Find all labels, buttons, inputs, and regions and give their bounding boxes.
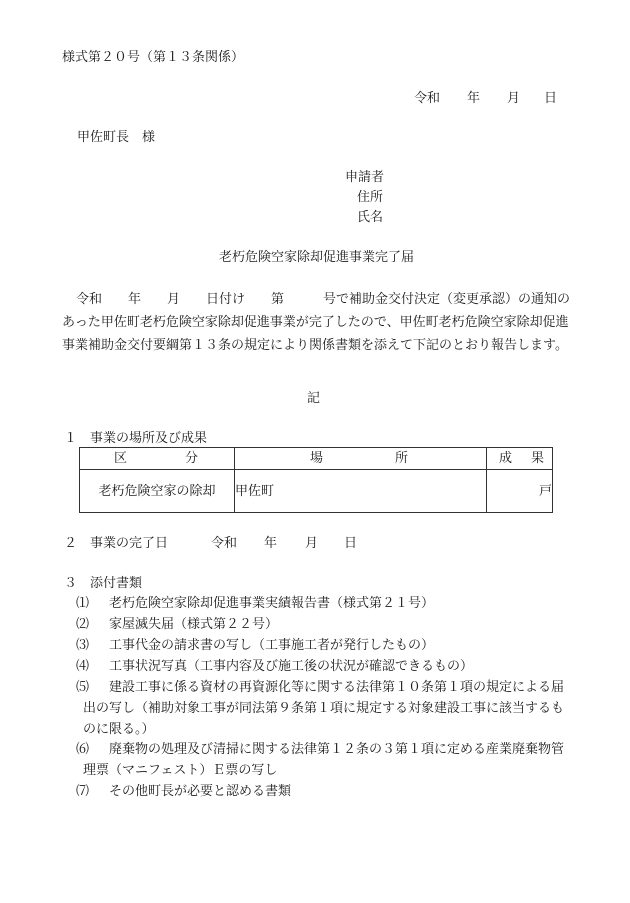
date-month: 月 [507,91,521,106]
section2-era: 令和 [211,536,238,551]
body-paragraph: 令和 年 月 日付け 第 号で補助金交付決定（変更承認）の通知のあった甲佐町老朽危険空家除却促進事業が完了したので、甲佐町老朽危険空家除却促進事業補助金交付要綱第１３条の規定により関係書類を添えて下記のとおり報告します。 [62,292,571,353]
cell-place: 甲佐町 [235,470,487,513]
applicant-name-label: 氏名 [357,210,384,225]
item-text: 家屋滅失届（様式第２２号） [109,617,279,632]
applicant-label: 申請者 [345,170,385,185]
date-day: 日 [544,91,558,106]
cell-division: 老朽危険空家の除却 [80,470,235,513]
item-number: ⑺ [76,784,90,799]
section2-year: 年 [264,536,278,551]
header-result: 成 果 [487,448,553,470]
header-division: 区 分 [80,448,235,470]
item-text: 廃棄物の処理及び清掃に関する法律第１２条の３第１項に定める産業廃棄物管理票（マニフェスト）Ｅ票の写し [83,742,565,778]
header-place: 場 所 [235,448,487,470]
item-text: 工事代金の請求書の写し（工事施工者が発行したもの） [109,638,435,653]
item-number: ⑶ [76,638,90,653]
addressee: 甲佐町長 様 [77,130,156,145]
item-number: ⑷ [76,659,90,674]
item-text: 工事状況写真（工事内容及び施工後の状況が確認できるもの） [109,659,474,674]
applicant-address-label: 住所 [357,190,384,205]
item-text: その他町長が必要と認める書類 [109,784,292,799]
section2-heading: ２ 事業の完了日 [64,536,169,551]
section3-heading: ３ 添付書類 [64,576,143,591]
table-header-row [80,448,553,470]
item-text: 建設工事に係る資材の再資源化等に関する法律第１０条第１項の規定による届出の写し（補助対象工事が同法第９条第１項に規定する対象建設工事に該当するものに限る。） [83,680,565,737]
item-number: ⑴ [76,596,90,611]
section1-heading: １ 事業の場所及び成果 [64,431,208,446]
date-era: 令和 [414,91,441,106]
form-number: 様式第２０号（第１３条関係） [62,50,245,65]
item-number: ⑹ [76,742,90,757]
section2-month: 月 [305,536,319,551]
ki-mark: 記 [307,391,321,406]
document-title: 老朽危険空家除却促進事業完了届 [219,250,415,265]
item-number: ⑵ [76,617,90,632]
date-year: 年 [467,91,481,106]
works-table [79,447,553,513]
item-number: ⑸ [76,680,90,695]
cell-result: 戸 [487,470,553,513]
item-text: 老朽危険空家除却促進事業実績報告書（様式第２１号） [109,596,435,611]
table-row [80,470,553,513]
section2-day: 日 [344,536,358,551]
